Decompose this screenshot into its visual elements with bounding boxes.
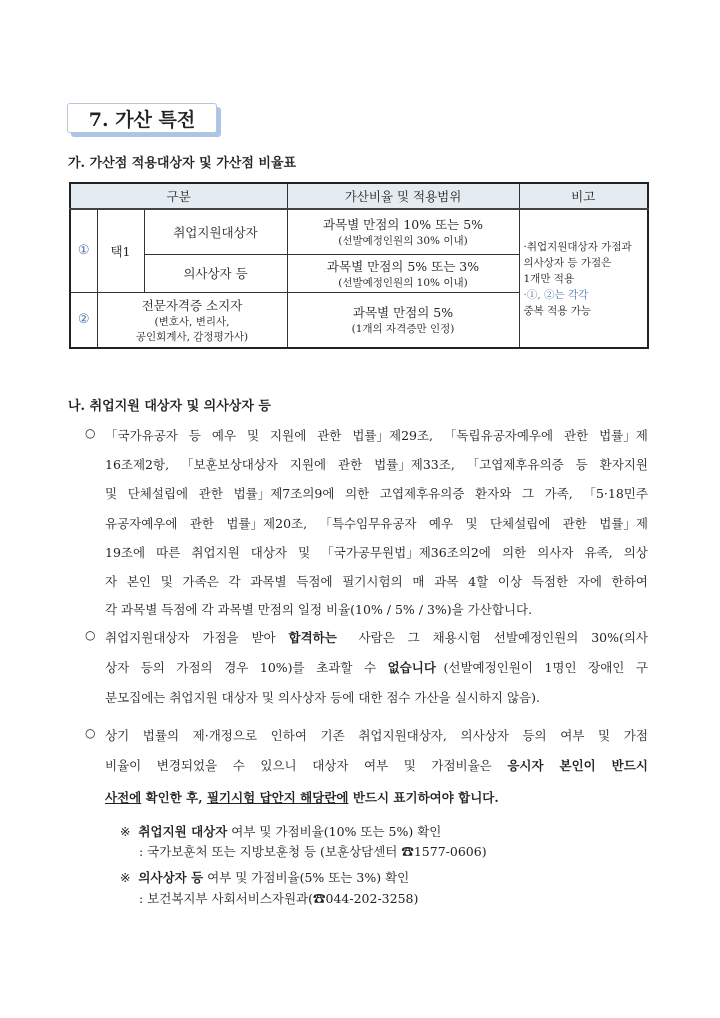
text-segment: 확인한 후, [141, 790, 207, 805]
text-segment: 상자 [105, 660, 134, 675]
text-segment: 기존 [320, 728, 349, 743]
text-segment: 대상자 [250, 545, 291, 560]
text-segment: 한하여 [611, 574, 648, 589]
text-segment: 및 [160, 574, 177, 589]
text-segment: 수 [232, 758, 249, 773]
text-segment: 19조에 [105, 545, 150, 560]
bullet-icon: ○ [85, 426, 96, 440]
text-segment: 법률」제 [599, 428, 648, 443]
paragraph-line [105, 543, 648, 561]
text-segment: 「국가유공자 [105, 428, 182, 443]
bullet-icon: ○ [85, 628, 96, 642]
text-segment: 필기시험의 [342, 574, 407, 589]
text-segment: 환자지원 [599, 457, 648, 472]
text-segment: 법률」제 [599, 516, 648, 531]
text-segment: 자 [105, 574, 122, 589]
text-segment: 관한 [189, 516, 218, 531]
text-segment: 경우 [224, 660, 253, 675]
text-segment: 득점한 [531, 574, 572, 589]
ratio-text: 과목별 만점의 5% 또는 3% [326, 258, 480, 274]
note-contact: : 국가보훈처 또는 지방보훈청 등 (보훈상담센터 ☎1577-0606) [139, 844, 487, 859]
text-segment: 의한 [345, 486, 374, 501]
text-segment: 10%)를 [259, 660, 309, 675]
paragraph-line [105, 600, 648, 618]
text-segment: 없습니다 [387, 660, 436, 675]
text-segment: 예우 [211, 428, 241, 443]
paragraph-line [105, 628, 648, 646]
text-segment: 관한 [338, 457, 367, 472]
text-segment: 및 [403, 758, 420, 773]
text-segment: 유공자예우에 [105, 516, 182, 531]
text-segment: 여부 [364, 758, 393, 773]
text-segment: 30%(의사 [591, 630, 648, 645]
text-segment: 유족, [584, 545, 617, 560]
text-segment: 가족, [544, 486, 577, 501]
table-row [70, 209, 648, 254]
remark-line: 의사상자 등 가점은 [523, 256, 612, 269]
table-header-row [70, 183, 648, 209]
text-segment: 법률」제20조, [226, 516, 312, 531]
remark-line: ·①, ②는 각각 [523, 288, 589, 301]
text-segment [346, 628, 350, 646]
text-segment: 매 [412, 574, 429, 589]
text-segment: 고엽제후유의증 [379, 486, 469, 501]
text-segment: 초과할 [316, 660, 357, 675]
bonus-point-table [69, 182, 649, 349]
note-text: 여부 및 가점비율(5% 또는 3%) 확인 [203, 870, 410, 885]
text-segment: 16조제2항, [105, 457, 174, 472]
note-line [120, 822, 441, 840]
scope-text: (1개의 자격증만 인정) [351, 323, 455, 336]
scope-text: (선발예정인원의 30% 이내) [338, 235, 468, 248]
text-segment: 취업지원대상자 [105, 630, 194, 645]
text-segment: 반드시 표기하여야 합니다. [348, 790, 499, 805]
text-segment: 선발예정인원의 [493, 630, 583, 645]
note-text: 여부 및 가점비율(10% 또는 5%) 확인 [227, 824, 442, 839]
text-segment: 관한 [562, 516, 591, 531]
text-segment: 「5·18민주 [583, 486, 648, 501]
text-segment: 인하여 [270, 728, 311, 743]
text-segment: 자에 [577, 574, 606, 589]
note-mark: ※ [120, 824, 139, 839]
text-segment: 의사자 [537, 545, 578, 560]
ratio-cell [287, 292, 519, 348]
text-segment: 제·개정으로 [192, 728, 261, 743]
text-segment: 「고엽제후유의증 [466, 457, 568, 472]
text-segment: 과목 [434, 574, 463, 589]
paragraph-line [105, 688, 648, 706]
text-segment: 예우 [428, 516, 458, 531]
row-mark: ② [70, 292, 97, 348]
paragraph-line [105, 572, 648, 590]
text-segment: 변경되었을 [156, 758, 222, 773]
text-segment: 사람은 [358, 630, 399, 645]
note-contact: : 보건복지부 사회서비스자원과(☎044-202-3258) [139, 891, 419, 906]
text-segment: 등 [575, 457, 592, 472]
text-segment: 등의 [140, 660, 169, 675]
text-segment: 따른 [156, 545, 185, 560]
text-segment: 사전에 [105, 790, 142, 805]
text-segment: 4할 [468, 574, 493, 589]
remark-line: 중복 적용 가능 [523, 304, 592, 317]
note-mark: ※ [120, 870, 139, 885]
subsection-a-heading: 가. 가산점 적용대상자 및 가산점 비율표 [68, 156, 297, 171]
text-segment: 의상 [623, 545, 648, 560]
text-segment: 관한 [317, 428, 346, 443]
text-segment: 법률」제7조의9에 [233, 486, 339, 501]
text-segment: 법률」제29조, [352, 428, 437, 443]
text-segment: 득점에 [296, 574, 337, 589]
note-line [120, 868, 409, 886]
paragraph-line [105, 455, 648, 473]
ratio-text: 과목별 만점의 5% [352, 305, 454, 321]
text-segment: 가점비율은 [431, 758, 496, 773]
text-segment: 수 [363, 660, 381, 675]
text-segment: 의한 [501, 545, 531, 560]
text-segment: 「특수임무유공자 [319, 516, 421, 531]
text-segment: 가점 [623, 728, 648, 743]
text-segment: 합격하는 [288, 630, 337, 645]
category-name [97, 292, 287, 348]
text-segment: 등의 [522, 728, 551, 743]
text-segment: 그 [521, 486, 538, 501]
text-segment: 각 [228, 574, 245, 589]
paragraph-line [105, 756, 648, 774]
text-segment: 각 과목별 득점에 각 과목별 만점의 일정 비율(10% / 5% / 3%)을 가산합니다. [105, 602, 533, 617]
text-segment: 관한 [564, 428, 593, 443]
scope-text: (선발예정인원의 10% 이내) [338, 276, 468, 289]
text-segment: 단체설립에 [489, 516, 555, 531]
text-segment: 가점을 [202, 630, 243, 645]
row-mark: ① [70, 209, 97, 292]
text-segment: 및 [598, 728, 615, 743]
select-one-label: 택1 [97, 209, 144, 292]
text-segment: 「보훈보상대상자 [180, 457, 282, 472]
text-segment: (선발예정인원이 [443, 660, 537, 675]
paragraph-line [105, 514, 648, 532]
text-segment: 환자와 [475, 486, 516, 501]
text-segment: 본인 [126, 574, 155, 589]
ratio-cell [287, 254, 519, 292]
header-ratio: 가산비율 및 적용범위 [287, 183, 519, 209]
text-segment: 분모집에는 취업지원 대상자 및 의사상자 등에 대한 점수 가산을 실시하지 않음). [105, 690, 540, 705]
text-segment: 이상 [497, 574, 527, 589]
text-segment: 필기시험 답안지 해당란에 [206, 790, 349, 805]
text-segment: 및 [465, 516, 482, 531]
text-segment: 상기 [105, 728, 134, 743]
text-segment: 구 [635, 660, 648, 675]
text-segment: 그 [407, 630, 424, 645]
category-name: 취업지원대상자 [144, 209, 287, 254]
ratio-text: 과목별 만점의 10% 또는 5% [322, 217, 484, 233]
text-segment: 대상자 [312, 758, 353, 773]
text-segment: 있으니 [260, 758, 301, 773]
text-segment: 비율이 [105, 758, 146, 773]
text-segment: 본인이 [559, 758, 601, 773]
text-segment: 채용시험 [432, 630, 485, 645]
note-subject: 취업지원 대상자 [138, 824, 228, 839]
category-title: 전문자격증 소지자 [141, 297, 243, 313]
text-segment: 응시자 [507, 758, 548, 773]
note-subject: 의사상자 등 [138, 870, 204, 885]
text-segment: 취업지원 [191, 545, 244, 560]
text-segment: 등 [188, 428, 205, 443]
text-segment: 및 [298, 545, 315, 560]
text-segment: 및 [105, 486, 122, 501]
remark-line: 1개만 적용 [523, 272, 575, 285]
subsection-b-heading: 나. 취업지원 대상자 및 의사상자 등 [68, 399, 271, 414]
category-name: 의사상자 등 [144, 254, 287, 292]
paragraph-line [105, 726, 648, 744]
header-category: 구분 [70, 183, 287, 209]
paragraph-line [105, 658, 648, 676]
text-segment: 의사상자 [460, 728, 513, 743]
remarks-cell [519, 209, 648, 348]
text-segment: 지원에 [270, 428, 311, 443]
paragraph-line [105, 788, 648, 806]
ratio-cell [287, 209, 519, 254]
text-segment: 받아 [251, 630, 280, 645]
section-title: 7. 가산 특전 [67, 103, 217, 133]
text-segment: 「국가공무원법」제36조의2에 [321, 545, 495, 560]
text-segment: 가점의 [176, 660, 217, 675]
text-segment: 「독립유공자예우에 [443, 428, 558, 443]
text-segment: 법률」제33조, [374, 457, 459, 472]
remark-line: ·취업지원대상자 가점과 [523, 240, 632, 253]
bullet-icon: ○ [85, 726, 96, 740]
text-segment: 관한 [198, 486, 227, 501]
text-segment: 및 [247, 428, 264, 443]
text-segment: 지원에 [289, 457, 331, 472]
text-segment: 반드시 [611, 758, 648, 773]
text-segment: 여부 [560, 728, 589, 743]
category-detail: 공인회계사, 감정평가사) [135, 330, 249, 343]
paragraph-line [105, 426, 648, 444]
paragraph-line [105, 484, 648, 502]
text-segment: 법률의 [142, 728, 183, 743]
text-segment: 과목별 [250, 574, 291, 589]
text-segment: 장애인 [588, 660, 629, 675]
category-detail: (변호사, 변리사, [154, 315, 230, 328]
text-segment: 가족은 [182, 574, 223, 589]
text-segment: 1명인 [544, 660, 581, 675]
text-segment: 단체설립에 [127, 486, 193, 501]
text-segment: 취업지원대상자, [358, 728, 451, 743]
header-remarks: 비고 [519, 183, 648, 209]
